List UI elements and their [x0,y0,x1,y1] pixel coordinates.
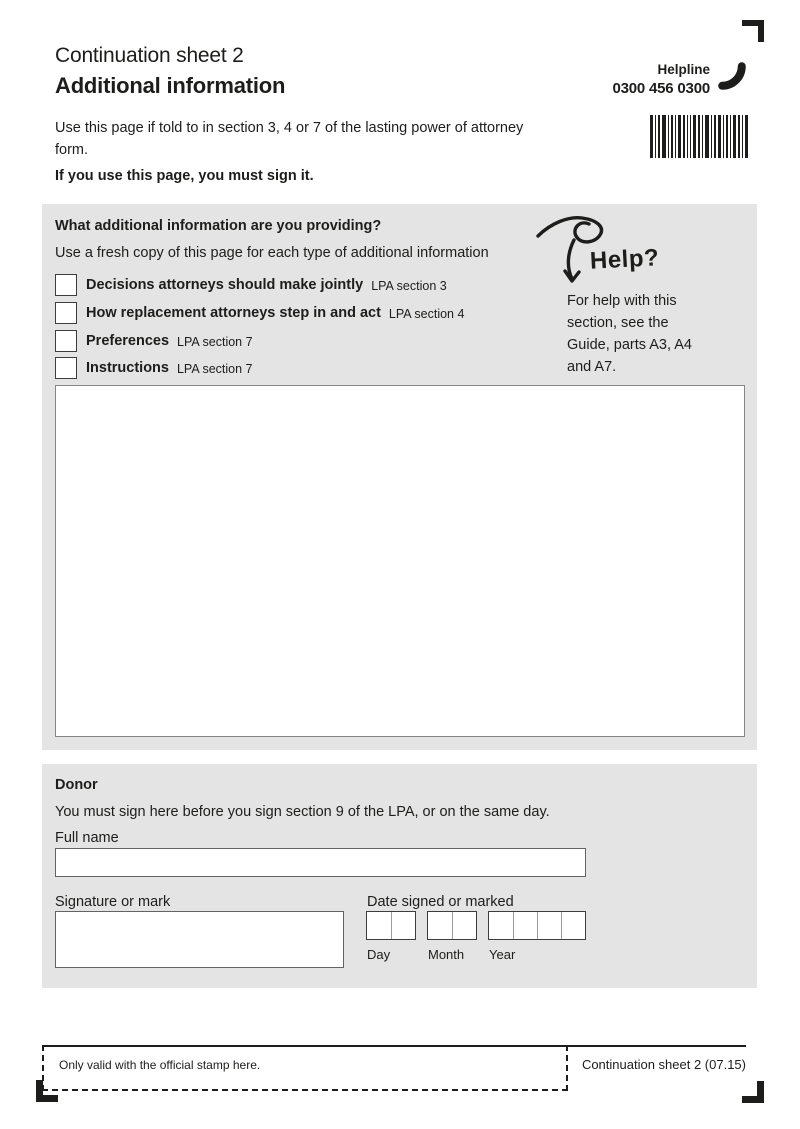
month-caption: Month [428,947,465,962]
date-month-group [427,911,477,940]
full-name-label: Full name [55,830,119,846]
phone-handset-icon [716,60,748,92]
date-day-cell[interactable] [367,912,391,939]
checkbox-replacement-attorneys[interactable] [55,302,77,324]
donor-section [42,764,757,988]
donor-heading: Donor [55,777,98,793]
date-year-cell[interactable] [537,912,561,939]
help-text: For help with this section, see the Guide, parts A3, A4 and A7. [567,293,692,375]
date-day-group [366,911,416,940]
option-lpa-ref: LPA section 4 [388,307,465,321]
date-year-cell[interactable] [513,912,537,939]
full-name-input[interactable] [55,848,586,877]
crop-mark-bottom-right-icon [742,1081,764,1103]
donor-instruction: You must sign here before you sign section 9 of the LPA, or on the same day. [55,804,550,820]
option-row [55,301,464,325]
year-caption: Year [489,947,516,962]
help-title: Help? [589,244,660,275]
page-subtitle: Additional information [55,73,286,98]
crop-mark-top-right-icon [742,20,764,42]
date-signed-label: Date signed or marked [367,894,514,910]
helpline-block [510,62,710,97]
date-day-cell[interactable] [391,912,415,939]
intro-text: Use this page if told to in section 3, 4 or 7 of the lasting power of attorney form. [55,120,524,158]
date-month-cell[interactable] [428,912,452,939]
signature-box[interactable] [55,911,344,968]
day-caption: Day [367,947,391,962]
option-label: Preferences [86,333,170,349]
checkbox-preferences[interactable] [55,330,77,352]
date-year-cell[interactable] [561,912,585,939]
option-lpa-ref: LPA section 7 [177,335,253,349]
stamp-notice-text: Only valid with the official stamp here. [59,1058,261,1072]
signature-label: Signature or mark [55,894,171,910]
checkbox-instructions[interactable] [55,357,77,379]
option-row [55,273,447,297]
option-lpa-ref: LPA section 7 [176,362,253,376]
additional-info-section [42,204,757,750]
option-label: Instructions [86,360,169,376]
helpline-label: Helpline [657,62,710,77]
checkbox-decisions-jointly[interactable] [55,274,77,296]
date-year-cell[interactable] [489,912,513,939]
date-month-cell[interactable] [452,912,476,939]
option-label: How replacement attorneys step in and act [86,305,381,321]
option-row [55,356,253,380]
barcode [650,115,748,158]
info-section-subheading: Use a fresh copy of this page for each type of additional information [55,245,489,261]
option-label: Decisions attorneys should make jointly [86,277,364,293]
info-section-heading: What additional information are you providing? [55,218,382,234]
page-title: Continuation sheet 2 [55,44,244,67]
sign-notice-text: If you use this page, you must sign it. [55,168,314,184]
additional-info-textarea[interactable] [55,385,745,737]
date-year-group [488,911,586,940]
option-lpa-ref: LPA section 3 [371,279,447,293]
option-row [55,329,253,353]
helpline-number: 0300 456 0300 [612,80,710,97]
form-version-text: Continuation sheet 2 (07.15) [581,1057,746,1072]
